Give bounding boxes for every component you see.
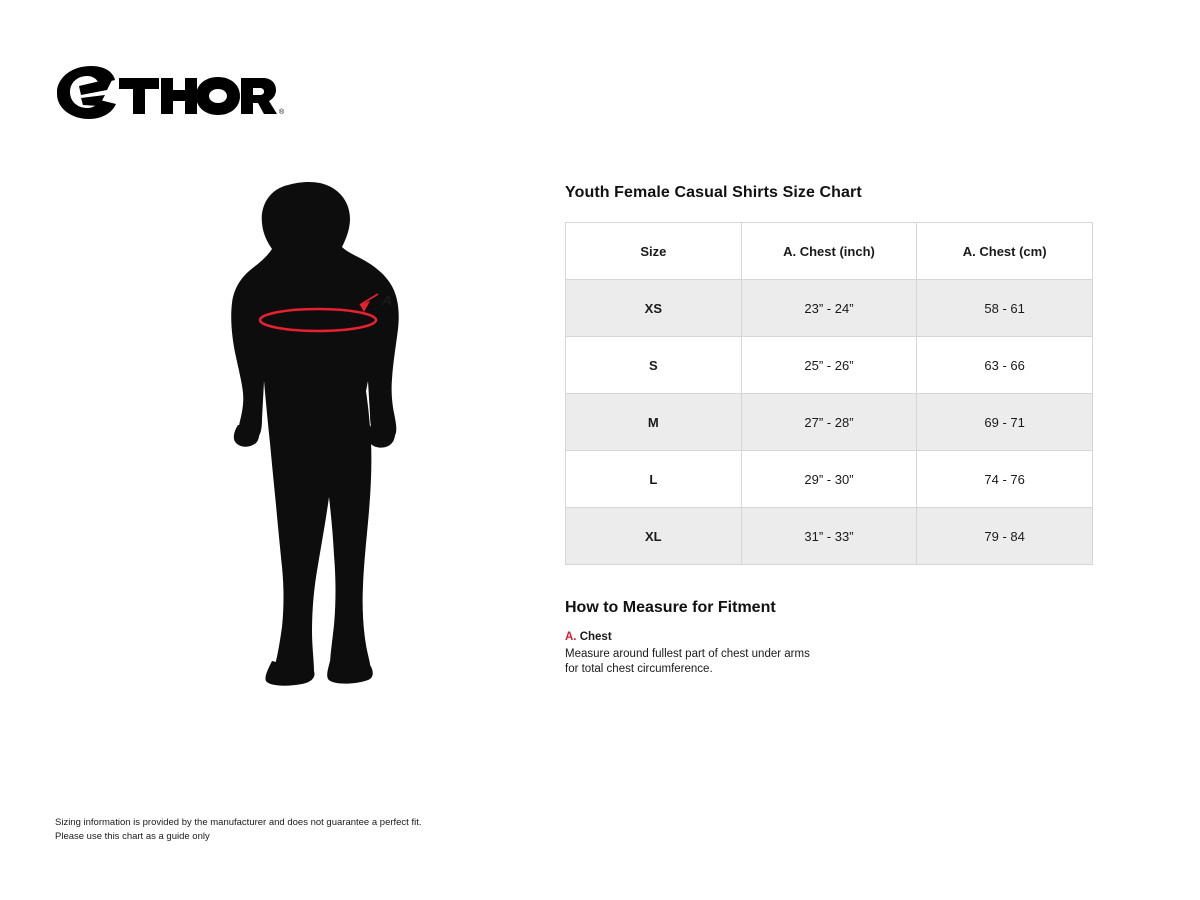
cell-size: S — [566, 337, 742, 394]
size-chart-table — [565, 222, 1093, 565]
cell-chest-inch: 23” - 24” — [741, 280, 917, 337]
measure-item-chest — [565, 631, 1095, 677]
svg-text:®: ® — [279, 109, 285, 116]
thor-logo — [55, 62, 285, 122]
cell-chest-cm: 79 - 84 — [917, 508, 1093, 565]
cell-chest-inch: 31” - 33” — [741, 508, 917, 565]
callout-label-a: A — [382, 292, 393, 308]
measure-item-label — [565, 631, 1095, 643]
table-row — [566, 451, 1093, 508]
measure-item-description: Measure around fullest part of chest under arms for total chest circumference. — [565, 648, 810, 676]
column-header-size: Size — [566, 223, 742, 280]
cell-size: XS — [566, 280, 742, 337]
cell-size: XL — [566, 508, 742, 565]
cell-chest-cm: 63 - 66 — [917, 337, 1093, 394]
table-row — [566, 337, 1093, 394]
column-header-chest-inch: A. Chest (inch) — [741, 223, 917, 280]
table-row — [566, 508, 1093, 565]
table-header-row — [566, 223, 1093, 280]
footer-line-2: Please use this chart as a guide only — [55, 830, 210, 842]
silhouette-shape — [231, 182, 399, 686]
cell-chest-cm: 58 - 61 — [917, 280, 1093, 337]
body-silhouette-figure — [210, 175, 440, 705]
size-chart-panel — [565, 184, 1095, 677]
cell-size: M — [566, 394, 742, 451]
column-header-chest-cm: A. Chest (cm) — [917, 223, 1093, 280]
cell-size: L — [566, 451, 742, 508]
cell-chest-inch: 29” - 30” — [741, 451, 917, 508]
measure-item-name: Chest — [579, 631, 612, 643]
cell-chest-cm: 69 - 71 — [917, 394, 1093, 451]
how-to-measure-heading: How to Measure for Fitment — [565, 599, 776, 616]
table-row — [566, 280, 1093, 337]
measure-item-letter: A. — [565, 631, 577, 643]
table-row — [566, 394, 1093, 451]
footer-line-1: Sizing information is provided by the manufacturer and does not guarantee a perfect fit. — [55, 817, 422, 828]
cell-chest-inch: 25” - 26” — [741, 337, 917, 394]
cell-chest-cm: 74 - 76 — [917, 451, 1093, 508]
cell-chest-inch: 27” - 28” — [741, 394, 917, 451]
footer-disclaimer — [55, 816, 422, 844]
page-title: Youth Female Casual Shirts Size Chart — [565, 184, 862, 201]
